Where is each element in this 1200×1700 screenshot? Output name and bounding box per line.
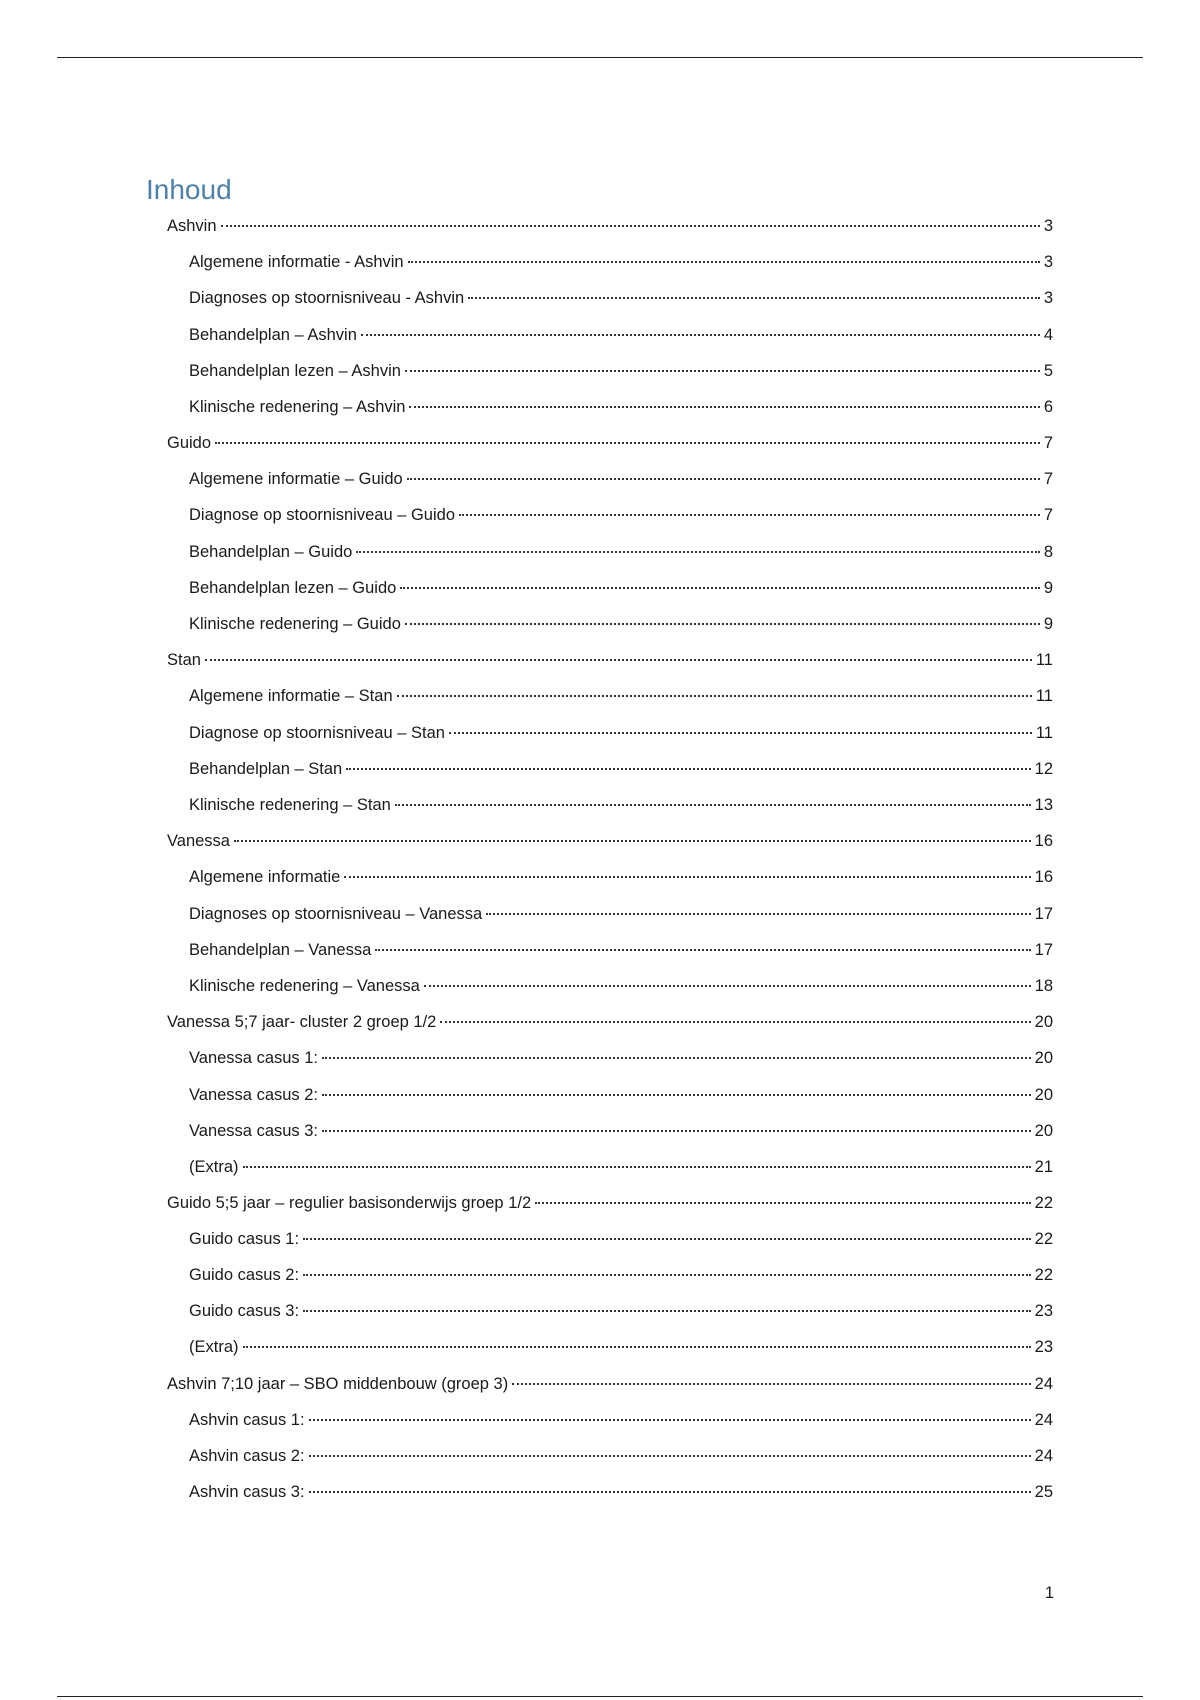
toc-entry-page: 22: [1034, 1230, 1053, 1248]
dot-leader: [322, 1057, 1031, 1059]
dot-leader: [405, 370, 1040, 372]
dot-leader: [512, 1383, 1030, 1385]
toc-entry-title: Vanessa casus 3:: [189, 1122, 319, 1140]
toc-entry-title: (Extra): [189, 1158, 239, 1176]
toc-entry-subsection[interactable]: [189, 611, 1053, 637]
dot-leader: [395, 804, 1031, 806]
toc-entry-title: Ashvin: [167, 217, 217, 235]
toc-entry-subsection[interactable]: [189, 575, 1053, 601]
toc-entry-title: Guido casus 3:: [189, 1302, 300, 1320]
toc-entry-page: 11: [1035, 651, 1053, 669]
toc-entry-title: Behandelplan lezen – Ashvin: [189, 362, 401, 380]
dot-leader: [322, 1130, 1031, 1132]
toc-entry-subsection[interactable]: [189, 539, 1053, 565]
toc-entry-page: 7: [1043, 506, 1053, 524]
toc-entry-title: Vanessa casus 1:: [189, 1049, 319, 1067]
dot-leader: [221, 225, 1040, 227]
toc-entry-subsection[interactable]: [189, 1082, 1053, 1108]
dot-leader: [468, 297, 1040, 299]
toc-entry-subsection[interactable]: [189, 937, 1053, 963]
toc-entry-page: 5: [1043, 362, 1053, 380]
toc-entry-subsection[interactable]: [189, 322, 1053, 348]
dot-leader: [424, 985, 1031, 987]
toc-entry-page: 20: [1034, 1122, 1053, 1140]
toc-entry-subsection[interactable]: [189, 973, 1053, 999]
toc-entry-title: Vanessa casus 2:: [189, 1086, 319, 1104]
dot-leader: [459, 514, 1040, 516]
dot-leader: [346, 768, 1030, 770]
toc-entry-title: Klinische redenering – Ashvin: [189, 398, 406, 416]
toc-entry-page: 16: [1034, 832, 1053, 850]
toc-entry-title: Algemene informatie – Guido: [189, 470, 403, 488]
toc-entry-title: Ashvin casus 2:: [189, 1447, 305, 1465]
toc-entry-title: Guido casus 1:: [189, 1230, 300, 1248]
toc-entry-subsection[interactable]: [189, 792, 1053, 818]
toc-entry-title: Diagnose op stoornisniveau – Stan: [189, 724, 445, 742]
page-number: 1: [1044, 1584, 1054, 1602]
dot-leader: [400, 587, 1039, 589]
toc-entry-title: Klinische redenering – Vanessa: [189, 977, 420, 995]
toc-entry-title: Stan: [167, 651, 201, 669]
toc-entry-page: 7: [1043, 434, 1053, 452]
toc-entry-title: Ashvin casus 1:: [189, 1411, 305, 1429]
toc-entry-page: 9: [1043, 615, 1053, 633]
toc-entry-page: 13: [1034, 796, 1053, 814]
toc-entry-page: 11: [1035, 724, 1053, 742]
dot-leader: [356, 551, 1040, 553]
toc-entry-page: 23: [1034, 1338, 1053, 1356]
dot-leader: [309, 1419, 1031, 1421]
toc-entry-title: Vanessa 5;7 jaar- cluster 2 groep 1/2: [167, 1013, 437, 1031]
toc-entry-subsection[interactable]: [189, 358, 1053, 384]
toc-entry-page: 20: [1034, 1086, 1053, 1104]
toc-entry-title: Ashvin casus 3:: [189, 1483, 305, 1501]
dot-leader: [243, 1166, 1031, 1168]
toc-entry-section[interactable]: [167, 828, 1053, 854]
dot-leader: [309, 1491, 1031, 1493]
toc-entry-subsection[interactable]: [189, 394, 1053, 420]
dot-leader: [303, 1274, 1031, 1276]
toc-entry-page: 3: [1043, 289, 1053, 307]
dot-leader: [309, 1455, 1031, 1457]
toc-entry-title: Behandelplan – Ashvin: [189, 326, 357, 344]
toc-entry-page: 24: [1034, 1447, 1053, 1465]
dot-leader: [344, 876, 1030, 878]
toc-entry-section[interactable]: [167, 647, 1053, 673]
dot-leader: [440, 1021, 1030, 1023]
toc-entry-section[interactable]: [167, 430, 1053, 456]
toc-entry-subsection[interactable]: [189, 285, 1053, 311]
dot-leader: [215, 442, 1040, 444]
toc-entry-subsection[interactable]: [189, 720, 1053, 746]
dot-leader: [361, 334, 1040, 336]
toc-entry-title: Vanessa: [167, 832, 230, 850]
toc-entry-page: 18: [1034, 977, 1053, 995]
toc-entry-title: Behandelplan lezen – Guido: [189, 579, 397, 597]
dot-leader: [303, 1310, 1031, 1312]
toc-entry-title: Diagnoses op stoornisniveau – Vanessa: [189, 905, 483, 923]
toc-entry-section[interactable]: [167, 1190, 1053, 1216]
toc-entry-page: 25: [1034, 1483, 1053, 1501]
toc-entry-subsection[interactable]: [189, 249, 1053, 275]
toc-entry-subsection[interactable]: [189, 683, 1053, 709]
dot-leader: [322, 1094, 1031, 1096]
toc-entry-title: Guido 5;5 jaar – regulier basisonderwijs groep 1/2: [167, 1194, 532, 1212]
toc-entry-title: Klinische redenering – Guido: [189, 615, 401, 633]
toc-entry-title: Algemene informatie - Ashvin: [189, 253, 404, 271]
toc-entry-page: 16: [1034, 868, 1053, 886]
toc-entry-section[interactable]: [167, 1371, 1053, 1397]
dot-leader: [397, 695, 1032, 697]
toc-entry-page: 4: [1043, 326, 1053, 344]
toc-entry-page: 3: [1043, 217, 1053, 235]
dot-leader: [449, 732, 1032, 734]
toc-entry-subsection[interactable]: [189, 1298, 1053, 1324]
toc-entry-page: 7: [1043, 470, 1053, 488]
toc-entry-subsection[interactable]: [189, 901, 1053, 927]
toc-entry-title: Klinische redenering – Stan: [189, 796, 391, 814]
toc-entry-title: Guido casus 2:: [189, 1266, 300, 1284]
toc-entry-subsection[interactable]: [189, 1407, 1053, 1433]
toc-entry-subsection[interactable]: [189, 756, 1053, 782]
dot-leader: [408, 261, 1040, 263]
toc-entry-page: 17: [1034, 905, 1053, 923]
footer-rule: [57, 1696, 1143, 1697]
toc-entry-subsection[interactable]: [189, 1443, 1053, 1469]
toc-entry-title: Behandelplan – Stan: [189, 760, 343, 778]
dot-leader: [486, 913, 1030, 915]
toc-entry-subsection[interactable]: [189, 864, 1053, 890]
toc-entry-page: 11: [1035, 687, 1053, 705]
dot-leader: [375, 949, 1030, 951]
toc-entry-title: Behandelplan – Guido: [189, 543, 353, 561]
dot-leader: [407, 478, 1040, 480]
dot-leader: [405, 623, 1040, 625]
toc-entry-page: 20: [1034, 1049, 1053, 1067]
toc-entry-subsection[interactable]: [189, 1118, 1053, 1144]
toc-entry-page: 20: [1034, 1013, 1053, 1031]
toc-entry-page: 22: [1034, 1194, 1053, 1212]
toc-entry-page: 6: [1043, 398, 1053, 416]
toc-entry-page: 23: [1034, 1302, 1053, 1320]
toc-entry-subsection[interactable]: [189, 1334, 1053, 1360]
dot-leader: [303, 1238, 1031, 1240]
dot-leader: [243, 1346, 1031, 1348]
toc-entry-page: 3: [1043, 253, 1053, 271]
toc-entry-subsection[interactable]: [189, 502, 1053, 528]
toc-entry-title: (Extra): [189, 1338, 239, 1356]
toc-entry-title: Guido: [167, 434, 212, 452]
dot-leader: [234, 840, 1031, 842]
toc-entry-subsection[interactable]: [189, 1154, 1053, 1180]
toc-entry-page: 24: [1034, 1411, 1053, 1429]
toc-entry-title: Behandelplan – Vanessa: [189, 941, 372, 959]
toc-entry-page: 21: [1034, 1158, 1053, 1176]
toc-entry-title: Algemene informatie: [189, 868, 341, 886]
toc-entry-subsection[interactable]: [189, 1045, 1053, 1071]
toc-heading: Inhoud: [146, 174, 232, 205]
toc-entry-page: 17: [1034, 941, 1053, 959]
toc-entry-title: Diagnose op stoornisniveau – Guido: [189, 506, 456, 524]
toc-entry-subsection[interactable]: [189, 1262, 1053, 1288]
toc-entry-subsection[interactable]: [189, 1479, 1053, 1505]
toc-entry-page: 22: [1034, 1266, 1053, 1284]
toc-entry-section[interactable]: [167, 213, 1053, 239]
toc-entry-page: 8: [1043, 543, 1053, 561]
toc-entry-title: Algemene informatie – Stan: [189, 687, 393, 705]
dot-leader: [409, 406, 1039, 408]
toc-entry-subsection[interactable]: [189, 466, 1053, 492]
toc-entry-section[interactable]: [167, 1009, 1053, 1035]
toc-entry-title: Diagnoses op stoornisniveau - Ashvin: [189, 289, 465, 307]
toc-entry-subsection[interactable]: [189, 1226, 1053, 1252]
toc-entry-page: 12: [1034, 760, 1053, 778]
dot-leader: [205, 659, 1032, 661]
toc-entry-page: 24: [1034, 1375, 1053, 1393]
toc-entry-title: Ashvin 7;10 jaar – SBO middenbouw (groep 3): [167, 1375, 509, 1393]
dot-leader: [535, 1202, 1031, 1204]
toc-entry-page: 9: [1043, 579, 1053, 597]
